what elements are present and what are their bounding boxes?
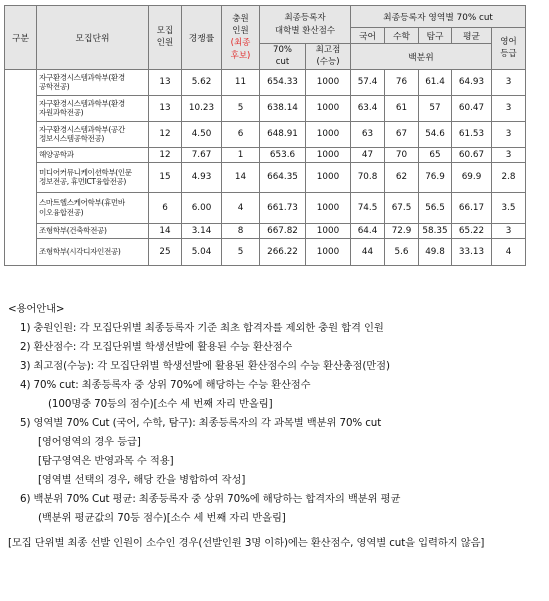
inquiry-cell: 58.35: [419, 223, 452, 238]
header-math: 수학: [385, 28, 419, 44]
header-competition: 경쟁률: [182, 6, 222, 70]
unit-cell: 조형학부(시각디자인전공): [37, 238, 149, 265]
cut70-cell: 653.6: [260, 147, 306, 162]
competition-cell: 10.23: [182, 95, 222, 121]
korean-cell: 57.4: [351, 69, 385, 95]
competition-cell: 6.00: [182, 192, 222, 223]
extra-cell: 11: [222, 69, 260, 95]
admission-results-table: [4, 5, 526, 266]
extra-cell: 5: [222, 95, 260, 121]
cut70-cell: 667.82: [260, 223, 306, 238]
cut70-cell: 654.33: [260, 69, 306, 95]
competition-cell: 5.62: [182, 69, 222, 95]
header-category: 구분: [5, 6, 37, 70]
inquiry-cell: 65: [419, 147, 452, 162]
competition-cell: 4.93: [182, 162, 222, 192]
note-5-inquiry: [탐구영역은 반영과목 수 적용]: [38, 455, 174, 467]
note-6: 6) 백분위 70% Cut 평균: 최종등록자 중 상위 70%에 해당하는 합격자의 백분위 평균: [20, 493, 401, 505]
header-final-title: 최종등록자 대학별 환산점수: [260, 6, 351, 44]
english-cell: 3: [492, 147, 526, 162]
table-body: [5, 69, 526, 265]
max-cell: 1000: [306, 69, 351, 95]
competition-cell: 5.04: [182, 238, 222, 265]
korean-cell: 70.8: [351, 162, 385, 192]
average-cell: 64.93: [452, 69, 492, 95]
unit-cell: 미디어커뮤니케이션학부(인문 정보전공, 휴먼ICT융합전공): [37, 162, 149, 192]
average-cell: 60.67: [452, 147, 492, 162]
header-average: 평균: [452, 28, 492, 44]
header-english: 영어 등급: [492, 28, 526, 70]
extra-cell: 14: [222, 162, 260, 192]
english-cell: 3: [492, 223, 526, 238]
math-cell: 72.9: [385, 223, 419, 238]
table-row: [5, 121, 526, 147]
korean-cell: 64.4: [351, 223, 385, 238]
korean-cell: 44: [351, 238, 385, 265]
math-cell: 67.5: [385, 192, 419, 223]
english-cell: 3: [492, 121, 526, 147]
max-cell: 1000: [306, 238, 351, 265]
inquiry-cell: 56.5: [419, 192, 452, 223]
table-row: [5, 147, 526, 162]
table-row: [5, 192, 526, 223]
korean-cell: 74.5: [351, 192, 385, 223]
note-2: 2) 환산점수: 각 모집단위별 학생선발에 활용된 수능 환산점수: [20, 341, 293, 353]
max-cell: 1000: [306, 223, 351, 238]
category-cell: [5, 69, 37, 265]
note-5-english: [영어영역의 경우 등급]: [38, 436, 141, 448]
average-cell: 60.47: [452, 95, 492, 121]
extra-cell: 1: [222, 147, 260, 162]
average-cell: 61.53: [452, 121, 492, 147]
note-5: 5) 영역별 70% Cut (국어, 수학, 탐구): 최종등록자의 각 과목별 백분위 70% cut: [20, 417, 382, 429]
quota-cell: 12: [149, 147, 182, 162]
quota-cell: 14: [149, 223, 182, 238]
max-cell: 1000: [306, 147, 351, 162]
header-extra: 충원 인원 (최종 후보): [222, 6, 260, 70]
english-cell: 3.5: [492, 192, 526, 223]
competition-cell: 3.14: [182, 223, 222, 238]
header-unit: 모집단위: [37, 6, 149, 70]
table-row: [5, 69, 526, 95]
note-4-detail: (100명중 70등의 점수)[소수 세 번째 자리 반올림]: [48, 398, 273, 410]
header-quota: 모집 인원: [149, 6, 182, 70]
inquiry-cell: 54.6: [419, 121, 452, 147]
quota-cell: 13: [149, 95, 182, 121]
note-3: 3) 최고점(수능): 각 모집단위별 학생선발에 활용된 환산점수의 수능 환산총점(만점): [20, 360, 390, 372]
header-korean: 국어: [351, 28, 385, 44]
average-cell: 33.13: [452, 238, 492, 265]
cut70-cell: 661.73: [260, 192, 306, 223]
english-cell: 2.8: [492, 162, 526, 192]
competition-cell: 4.50: [182, 121, 222, 147]
cut70-cell: 638.14: [260, 95, 306, 121]
notes-heading: <용어안내>: [8, 303, 65, 315]
average-cell: 65.22: [452, 223, 492, 238]
max-cell: 1000: [306, 162, 351, 192]
korean-cell: 47: [351, 147, 385, 162]
table-row: [5, 238, 526, 265]
competition-cell: 7.67: [182, 147, 222, 162]
cut70-cell: 266.22: [260, 238, 306, 265]
unit-cell: 자구환경시스템과학부(환경 자원과학전공): [37, 95, 149, 121]
cut70-cell: 648.91: [260, 121, 306, 147]
extra-cell: 8: [222, 223, 260, 238]
unit-cell: 자구환경시스템과학부(환경 공학전공): [37, 69, 149, 95]
math-cell: 70: [385, 147, 419, 162]
note-6-detail: (백분위 평균값의 70등 점수)[소수 세 번째 자리 반올림]: [38, 512, 286, 524]
unit-cell: 조형학부(건축학전공): [37, 223, 149, 238]
max-cell: 1000: [306, 192, 351, 223]
inquiry-cell: 49.8: [419, 238, 452, 265]
math-cell: 62: [385, 162, 419, 192]
average-cell: 66.17: [452, 192, 492, 223]
header-cut70: 70% cut: [260, 44, 306, 70]
max-cell: 1000: [306, 95, 351, 121]
unit-cell: 자구환경시스템과학부(공간 정보시스템공학전공): [37, 121, 149, 147]
math-cell: 76: [385, 69, 419, 95]
math-cell: 67: [385, 121, 419, 147]
max-cell: 1000: [306, 121, 351, 147]
header-area-title: 최종등록자 영역별 70% cut: [351, 6, 526, 28]
average-cell: 69.9: [452, 162, 492, 192]
note-4: 4) 70% cut: 최종등록자 중 상위 70%에 해당하는 수능 환산점수: [20, 379, 311, 391]
table-row: [5, 162, 526, 192]
glossary-notes: [8, 300, 544, 553]
note-1: 1) 충원인원: 각 모집단위별 최종등록자 기준 최초 합격자를 제외한 충원 합격 인원: [20, 322, 384, 334]
footer-note: [모집 단위별 최종 선발 인원이 소수인 경우(선발인원 3명 이하)에는 환산점수, 영역별 cut을 입력하지 않음]: [8, 537, 485, 549]
note-5-merge: [영역별 선택의 경우, 해당 칸을 병합하여 작성]: [38, 474, 246, 486]
quota-cell: 25: [149, 238, 182, 265]
extra-cell: 4: [222, 192, 260, 223]
extra-cell: 5: [222, 238, 260, 265]
table-row: [5, 223, 526, 238]
cut70-cell: 664.35: [260, 162, 306, 192]
unit-cell: 해양공학과: [37, 147, 149, 162]
math-cell: 5.6: [385, 238, 419, 265]
math-cell: 61: [385, 95, 419, 121]
unit-cell: 스마트헬스케어학부(휴먼바 이오융합전공): [37, 192, 149, 223]
extra-cell: 6: [222, 121, 260, 147]
english-cell: 4: [492, 238, 526, 265]
quota-cell: 6: [149, 192, 182, 223]
inquiry-cell: 57: [419, 95, 452, 121]
korean-cell: 63.4: [351, 95, 385, 121]
quota-cell: 13: [149, 69, 182, 95]
header-max: 최고점 (수능): [306, 44, 351, 70]
inquiry-cell: 76.9: [419, 162, 452, 192]
inquiry-cell: 61.4: [419, 69, 452, 95]
header-inquiry: 탐구: [419, 28, 452, 44]
table-row: [5, 95, 526, 121]
english-cell: 3: [492, 95, 526, 121]
quota-cell: 15: [149, 162, 182, 192]
korean-cell: 63: [351, 121, 385, 147]
header-percentile: 백분위: [351, 44, 492, 70]
quota-cell: 12: [149, 121, 182, 147]
english-cell: 3: [492, 69, 526, 95]
